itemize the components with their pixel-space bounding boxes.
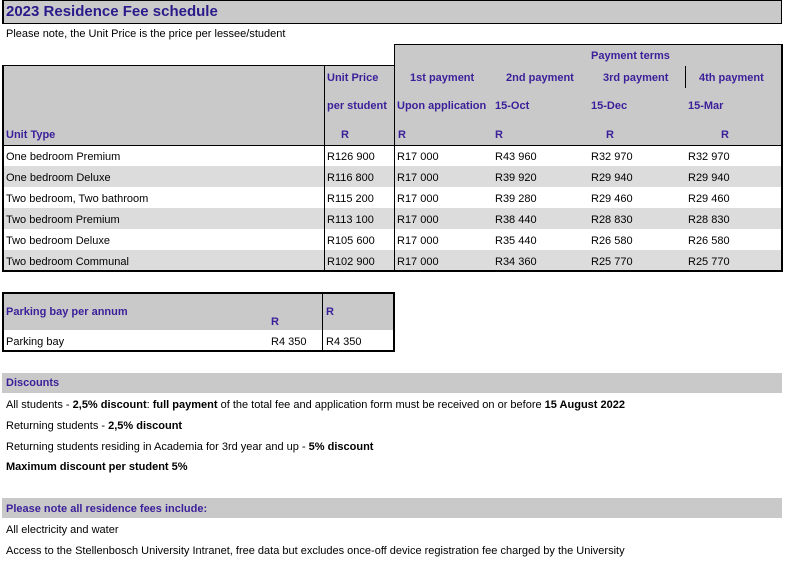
discount-line-maximum: Maximum discount per student 5% xyxy=(6,461,188,473)
header-2nd-payment-date: 15-Oct xyxy=(495,100,530,112)
cell-p2: R35 440 xyxy=(495,235,537,247)
cell-p3: R29 940 xyxy=(591,172,633,184)
header-currency: R xyxy=(341,129,349,141)
cell-price: R113 100 xyxy=(327,214,374,226)
cell-price: R115 200 xyxy=(327,193,374,205)
payment-terms-header-bg xyxy=(394,44,782,66)
cell-price: R126 900 xyxy=(327,151,375,163)
border xyxy=(685,66,686,88)
border xyxy=(2,292,4,352)
cell-unit-type: One bedroom Deluxe xyxy=(6,172,111,184)
cell-unit-type: Two bedroom Premium xyxy=(6,214,120,226)
discount-line-all-students: All students - 2,5% discount: full payment of the total fee and application form must be received on or before 15 August 2022 xyxy=(6,399,625,411)
unit-price-note: Please note, the Unit Price is the price per lessee/student xyxy=(6,28,286,40)
cell-p4: R29 940 xyxy=(688,172,730,184)
border xyxy=(2,270,782,272)
border xyxy=(2,350,395,352)
cell-unit-type: Two bedroom, Two bathroom xyxy=(6,193,149,205)
cell-p3: R32 970 xyxy=(591,151,633,163)
cell-p1: R17 000 xyxy=(397,172,439,184)
discount-line-academia: Returning students residing in Academia for 3rd year and up - 5% discount xyxy=(6,441,374,453)
includes-line-electricity: All electricity and water xyxy=(6,524,119,536)
border xyxy=(2,145,782,146)
border xyxy=(781,44,783,272)
cell-price: R116 800 xyxy=(327,172,374,184)
border xyxy=(394,44,395,272)
cell-p4: R26 580 xyxy=(688,235,730,247)
header-unit-type: Unit Type xyxy=(6,129,56,141)
cell-unit-type: Two bedroom Deluxe xyxy=(6,235,110,247)
cell-unit-type: One bedroom Premium xyxy=(6,151,121,163)
header-1st-payment: 1st payment xyxy=(410,72,475,84)
cell-p4: R32 970 xyxy=(688,151,730,163)
border xyxy=(322,292,323,352)
includes-header: Please note all residence fees include: xyxy=(6,503,208,515)
cell-p3: R25 770 xyxy=(591,256,633,268)
cell-p3: R26 580 xyxy=(591,235,633,247)
page-title: 2023 Residence Fee schedule xyxy=(6,3,218,20)
discounts-header-bg xyxy=(2,373,782,393)
header-per-student: per student xyxy=(327,100,387,112)
cell-p2: R34 360 xyxy=(495,256,537,268)
cell-p1: R17 000 xyxy=(397,193,439,205)
cell-p2: R39 920 xyxy=(495,172,537,184)
parking-currency: R xyxy=(271,316,279,328)
cell-p2: R43 960 xyxy=(495,151,537,163)
header-currency: R xyxy=(495,129,503,141)
payment-terms-label: Payment terms xyxy=(591,50,670,62)
border xyxy=(2,65,394,66)
cell-p1: R17 000 xyxy=(397,235,439,247)
cell-price: R102 900 xyxy=(327,256,375,268)
cell-p1: R17 000 xyxy=(397,214,439,226)
cell-p1: R17 000 xyxy=(397,256,439,268)
cell-unit-type: Two bedroom Communal xyxy=(6,256,129,268)
parking-label: Parking bay xyxy=(6,336,65,348)
discounts-header: Discounts xyxy=(6,377,60,389)
cell-p2: R38 440 xyxy=(495,214,537,226)
parking-header: Parking bay per annum xyxy=(6,306,128,318)
header-2nd-payment: 2nd payment xyxy=(506,72,574,84)
header-currency: R xyxy=(398,129,406,141)
discount-line-returning: Returning students - 2,5% discount xyxy=(6,420,183,432)
header-currency: R xyxy=(721,129,729,141)
parking-value: R4 350 xyxy=(326,336,362,348)
parking-currency: R xyxy=(326,306,334,318)
header-1st-payment-date: Upon application xyxy=(397,100,487,112)
border xyxy=(393,292,395,352)
cell-p2: R39 280 xyxy=(495,193,537,205)
cell-p3: R29 460 xyxy=(591,193,633,205)
cell-p4: R28 830 xyxy=(688,214,730,226)
header-unit-price: Unit Price xyxy=(327,72,379,84)
row-bg xyxy=(2,166,782,187)
cell-p3: R28 830 xyxy=(591,214,633,226)
parking-value: R4 350 xyxy=(271,336,307,348)
cell-price: R105 600 xyxy=(327,235,375,247)
border xyxy=(324,65,325,272)
header-4th-payment-date: 15-Mar xyxy=(688,100,724,112)
border xyxy=(2,292,395,294)
cell-p4: R25 770 xyxy=(688,256,730,268)
includes-line-intranet: Access to the Stellenbosch University Intranet, free data but excludes once-off device registration fee charged by the University xyxy=(6,545,625,557)
header-3rd-payment-date: 15-Dec xyxy=(591,100,628,112)
header-3rd-payment: 3rd payment xyxy=(603,72,669,84)
border xyxy=(394,44,782,45)
border xyxy=(2,65,4,272)
cell-p4: R29 460 xyxy=(688,193,730,205)
header-currency: R xyxy=(606,129,614,141)
cell-p1: R17 000 xyxy=(397,151,439,163)
header-4th-payment: 4th payment xyxy=(699,72,764,84)
